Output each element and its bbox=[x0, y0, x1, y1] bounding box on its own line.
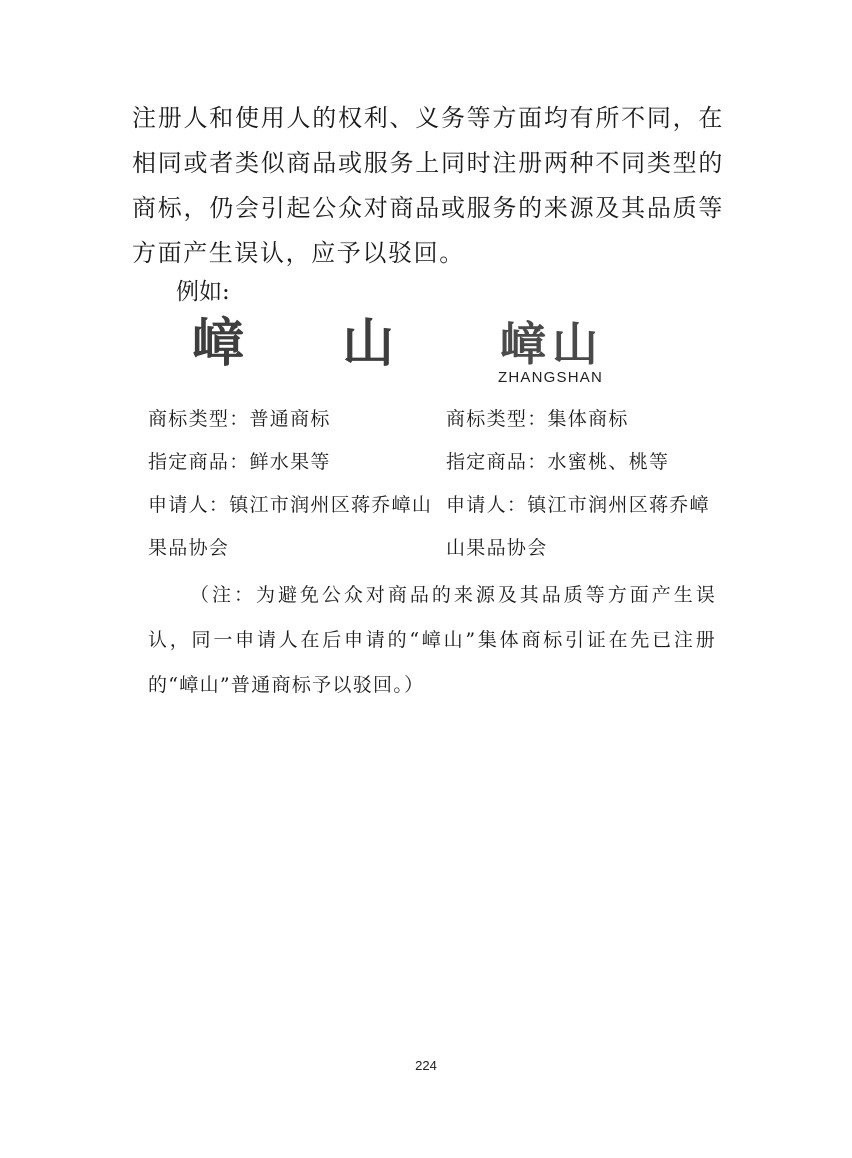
left-trademark-applicant: 申请人：镇江市润州区蒋乔嶂山果品协会 bbox=[148, 494, 433, 559]
right-trademark-details bbox=[446, 398, 716, 570]
right-trademark-logo: 嶂山 bbox=[500, 317, 604, 371]
left-trademark-goods: 指定商品：鲜水果等 bbox=[148, 451, 331, 473]
left-trademark-logo: 嶂 山 bbox=[192, 313, 435, 374]
body-paragraph: 注册人和使用人的权利、义务等方面均有所不同，在相同或者类似商品或服务上同时注册两种不同类型的商标，仍会引起公众对商品或服务的来源及其品质等方面产生误认，应予以驳回。 bbox=[132, 104, 724, 267]
right-trademark-goods: 指定商品：水蜜桃、桃等 bbox=[446, 451, 670, 473]
right-trademark-type: 商标类型：集体商标 bbox=[446, 408, 629, 430]
page-number: 224 bbox=[415, 1058, 437, 1073]
example-label: 例如: bbox=[176, 279, 230, 305]
right-trademark-latin: ZHANGSHAN bbox=[498, 369, 603, 386]
left-trademark-type: 商标类型：普通商标 bbox=[148, 408, 331, 430]
left-trademark-details bbox=[148, 398, 438, 570]
note-paragraph: （注：为避免公众对商品的来源及其品质等方面产生误认，同一申请人在后申请的“嶂山”集体商标引证在先已注册的“嶂山”普通商标予以驳回。） bbox=[148, 584, 716, 696]
right-trademark-applicant: 申请人：镇江市润州区蒋乔嶂山果品协会 bbox=[446, 494, 710, 559]
